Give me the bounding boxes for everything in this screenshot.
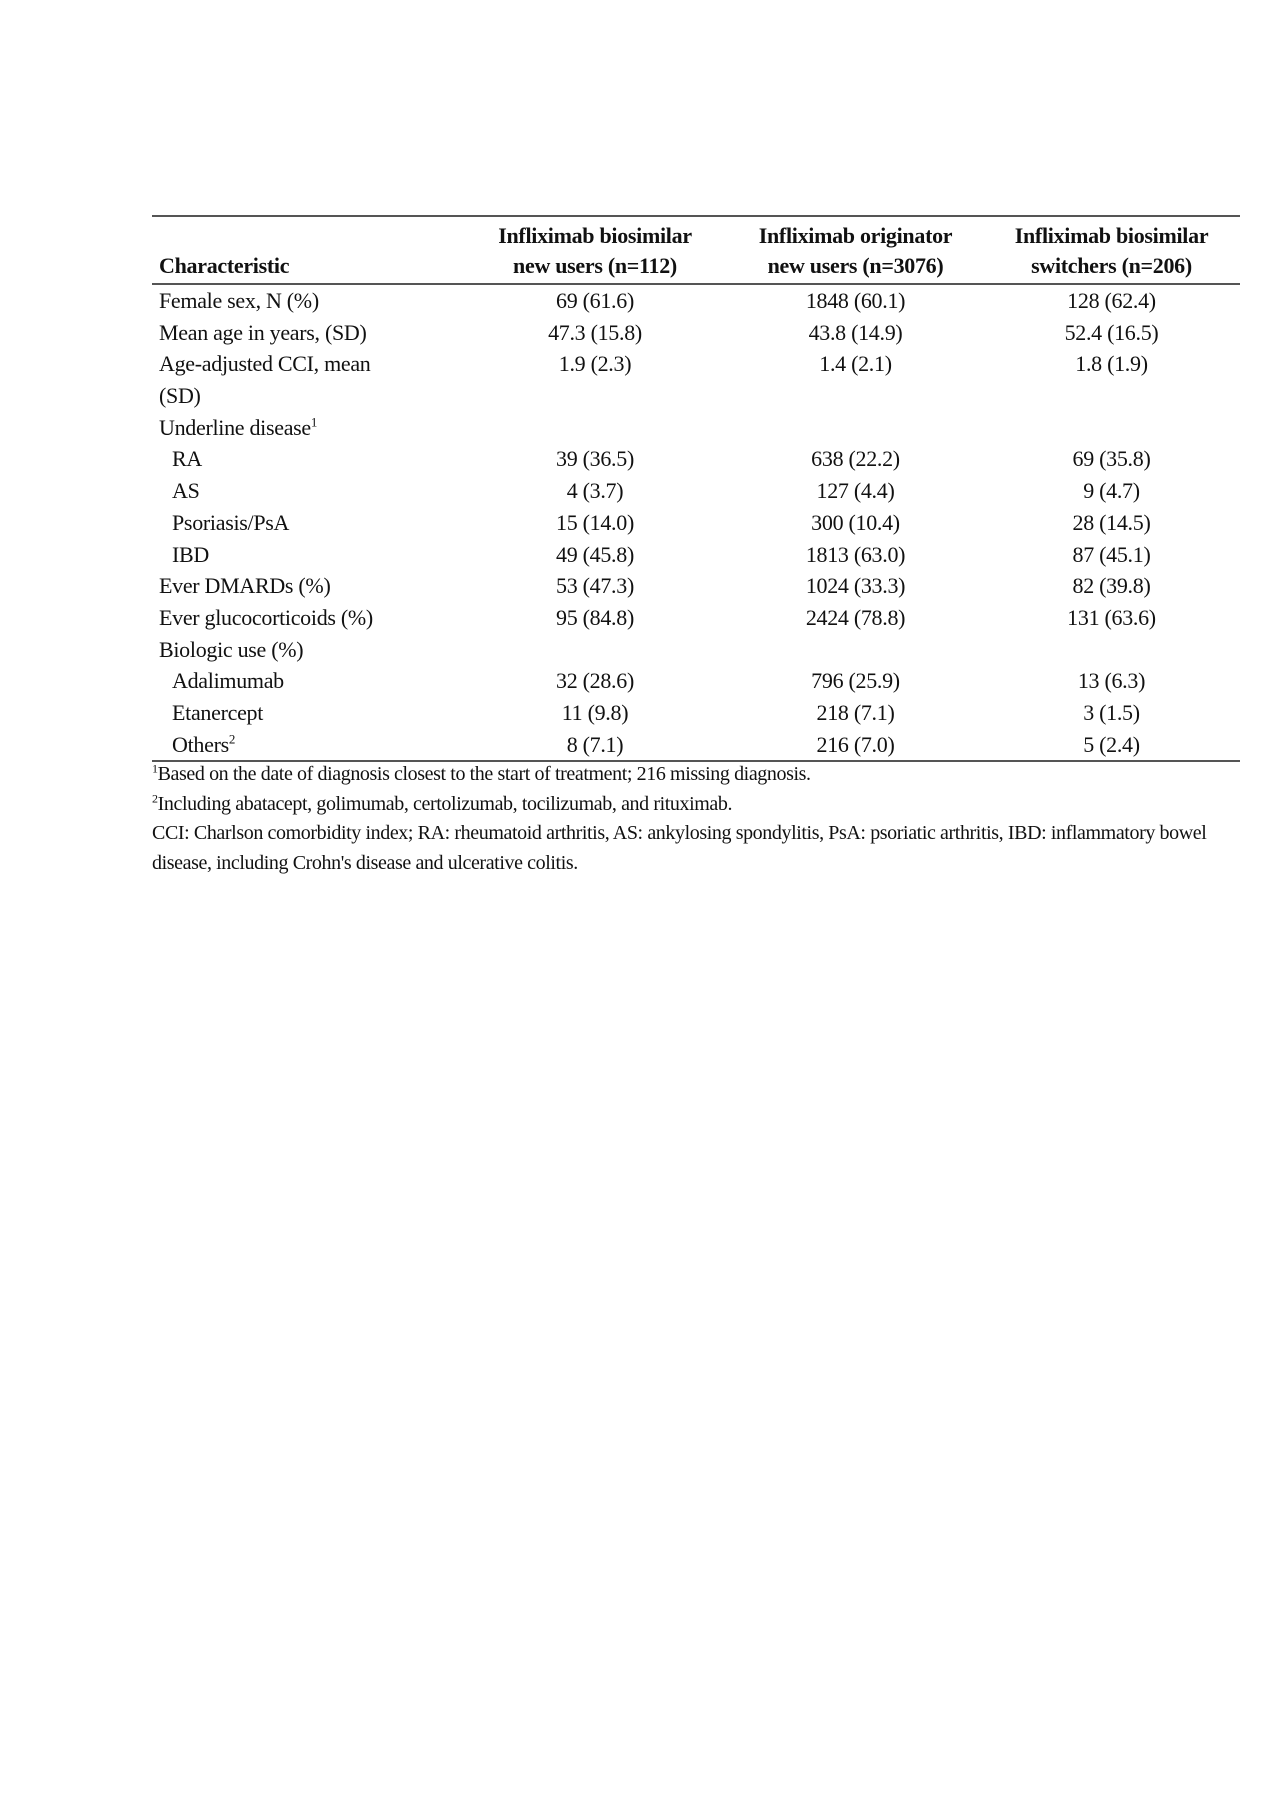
row-label: Adalimumab <box>172 668 284 694</box>
cell-value: 15 (14.0) <box>556 509 634 535</box>
table-row <box>152 539 1240 571</box>
table-row <box>152 570 1240 602</box>
table-row <box>152 634 1240 666</box>
cell-value: 1024 (33.3) <box>805 573 906 599</box>
table-row <box>152 317 1240 349</box>
cell-value: 82 (39.8) <box>1072 573 1151 599</box>
row-label: (SD) <box>159 383 201 409</box>
row-label: IBD <box>172 541 209 567</box>
row-label: Others$^2$ <box>172 731 236 757</box>
cell-value <box>462 412 728 444</box>
cell-value: 127 (4.4) <box>816 478 895 504</box>
cell-value: 131 (63.6) <box>1067 604 1156 630</box>
footnote-marker: 1 <box>310 414 318 430</box>
cell-value: 1.9 (2.3) <box>558 351 632 377</box>
table-row <box>152 697 1240 729</box>
cell-value: 5 (2.4) <box>1083 731 1140 757</box>
cell-value <box>462 634 728 666</box>
table-row <box>152 285 1240 317</box>
row-label: Female sex, N (%) <box>159 288 319 313</box>
cell-value: 2424 (78.8) <box>805 604 906 630</box>
row-label: Underline disease$^1$ <box>159 414 318 440</box>
cell-value: 1813 (63.0) <box>805 541 906 567</box>
row-label: Etanercept <box>172 699 264 725</box>
table-body <box>152 285 1240 760</box>
cell-value: 28 (14.5) <box>1072 509 1151 535</box>
cell-value: 49 (45.8) <box>556 541 634 567</box>
cell-value: 52.4 (16.5) <box>1064 319 1159 345</box>
cell-value: 69 (61.6) <box>556 288 634 313</box>
cell-value: 216 (7.0) <box>816 731 895 757</box>
footnote: CCI: Charlson comorbidity index; RA: rheumatoid arthritis, AS: ankylosing spondylitis, PsA: psoriatic arthritis, IBD: inflammatory bowel disease, including Crohn's disease and ulcerative colitis. <box>152 822 1207 874</box>
cell-value <box>728 634 983 666</box>
row-label: Age-adjusted CCI, mean <box>159 351 371 377</box>
cell-value <box>728 412 983 444</box>
table-row <box>152 729 1240 761</box>
table-row <box>152 443 1240 475</box>
cell-value <box>983 380 1240 412</box>
cell-value: 87 (45.1) <box>1072 541 1151 567</box>
cell-value: 1.4 (2.1) <box>819 351 892 377</box>
row-label: Mean age in years, (SD) <box>159 319 367 345</box>
cell-value: 13 (6.3) <box>1077 668 1146 694</box>
cell-value: 8 (7.1) <box>566 731 624 757</box>
cell-value: 53 (47.3) <box>556 573 634 599</box>
table-row <box>152 602 1240 634</box>
cell-value <box>983 412 1240 444</box>
cell-value: 3 (1.5) <box>1083 699 1140 725</box>
cell-value <box>728 380 983 412</box>
cell-value: 300 (10.4) <box>811 509 900 535</box>
row-label: AS <box>172 478 200 504</box>
row-label: Ever DMARDs (%) <box>159 573 331 599</box>
cell-value: 47.3 (15.8) <box>548 319 642 345</box>
header-originator-new: Infliximab originator new users (n=3076) <box>758 223 953 278</box>
cell-value: 11 (9.8) <box>561 699 629 725</box>
cell-value: 69 (35.8) <box>1072 446 1151 472</box>
cell-value: 43.8 (14.9) <box>808 319 903 345</box>
table-row <box>152 665 1240 697</box>
row-label: Biologic use (%) <box>159 636 304 662</box>
cell-value <box>983 634 1240 666</box>
cell-value: 218 (7.1) <box>816 699 895 725</box>
row-label: RA <box>172 446 202 472</box>
characteristics-table <box>152 215 1240 762</box>
cell-value: 4 (3.7) <box>566 478 624 504</box>
cell-value: 1.8 (1.9) <box>1075 351 1148 377</box>
cell-value: 39 (36.5) <box>556 446 634 472</box>
row-label: Ever glucocorticoids (%) <box>159 604 373 630</box>
cell-value: 128 (62.4) <box>1067 288 1156 313</box>
cell-value: 32 (28.6) <box>556 668 634 694</box>
cell-value: 9 (4.7) <box>1083 478 1140 504</box>
footnote: $^2$Including abatacept, golimumab, certolizumab, tocilizumab, and rituximab. <box>152 790 733 815</box>
cell-value <box>462 380 728 412</box>
header-biosimilar-new: Infliximab biosimilar new users (n=112) <box>498 223 692 278</box>
table-row <box>152 380 1240 412</box>
cell-value: 796 (25.9) <box>811 668 900 694</box>
table-row <box>152 412 1240 444</box>
footnote-marker: 2 <box>228 731 236 747</box>
footnote: $^1$Based on the date of diagnosis closest to the start of treatment; 216 missing diagnosis. <box>152 761 811 785</box>
header-biosimilar-switchers: Infliximab biosimilar switchers (n=206) <box>1014 223 1209 278</box>
table-header <box>152 217 1240 283</box>
row-label: Psoriasis/PsA <box>172 509 290 535</box>
table-row <box>152 348 1240 380</box>
table-row <box>152 507 1240 539</box>
cell-value: 1848 (60.1) <box>805 288 906 313</box>
header-characteristic: Characteristic <box>159 253 290 278</box>
footnotes <box>152 760 1252 878</box>
cell-value: 638 (22.2) <box>811 446 900 472</box>
table-row <box>152 475 1240 507</box>
cell-value: 95 (84.8) <box>556 604 634 630</box>
